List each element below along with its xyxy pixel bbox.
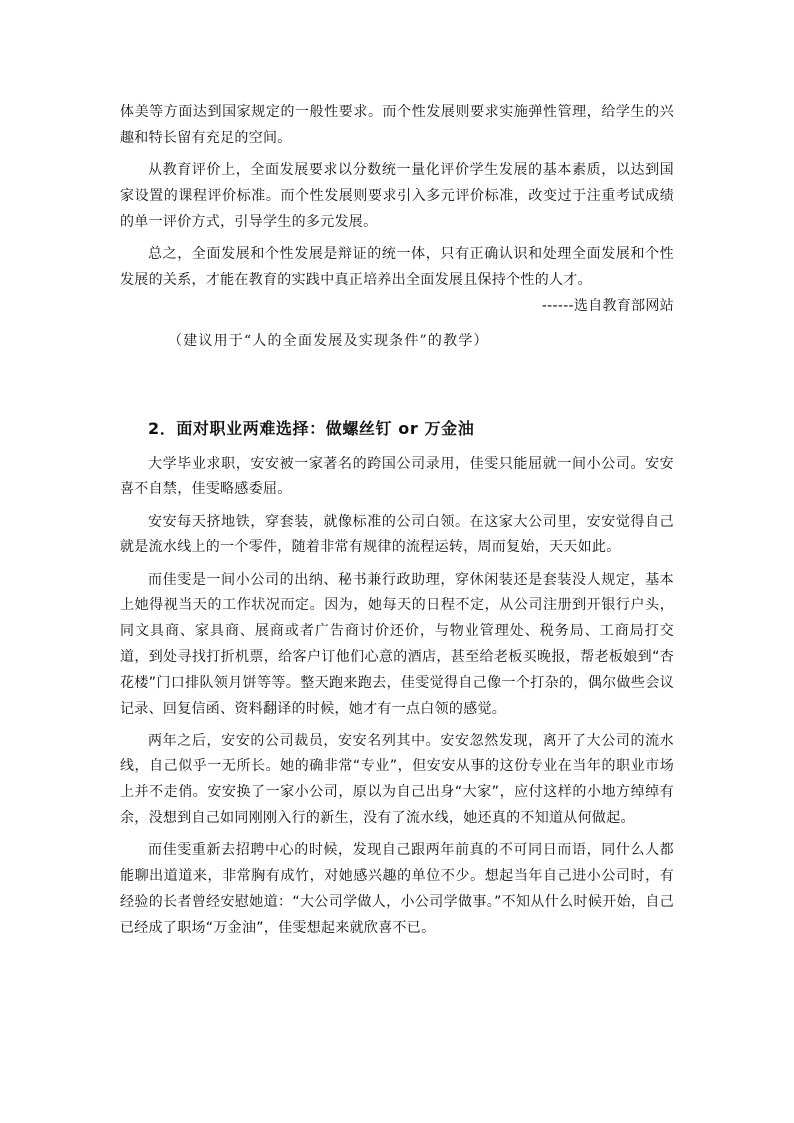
paragraph-continued: 体美等方面达到国家规定的一般性要求。而个性发展则要求实施弹性管理，给学生的兴趣和特长留有充足的空间。 [120, 104, 674, 146]
usage-note: （建议用于“人的全面发展及实现条件”的教学） [168, 332, 489, 349]
document-body [120, 100, 674, 948]
paragraph: 而佳雯是一间小公司的出纳、秘书兼行政助理，穿休闲装还是套装没人规定，基本上她得视当天的工作状况而定。因为，她每天的日程不定，从公司注册到开银行户头，同文具商、家具商、展商或者广告商讨价还价，与物业管理处、税务局、工商局打交道，到处寻找打折机票，给客户订他们心意的酒店，甚至给老板买晚报，帮老板娘到“杏花楼”门口排队领月饼等等。整天跑来跑去，佳雯觉得自己像一个打杂的，偶尔做些会议记录、回复信函、资料翻译的时候，她才有一点白领的感觉。 [120, 571, 674, 717]
paragraph: 而佳雯重新去招聘中心的时候，发现自己跟两年前真的不可同日而语，同什么人都能聊出道道来，非常胸有成竹，对她感兴趣的单位不少。想起当年自己进小公司时，有经验的长者曾经安慰她道：“大公司学做人，小公司学做事。”不知从什么时候开始，自己已经成了职场“万金油”，佳雯想起来就欣喜不已。 [120, 842, 674, 936]
paragraph-conclusion: 总之，全面发展和个性发展是辩证的统一体，只有正确认识和处理全面发展和个性发展的关系，才能在教育的实践中真正培养出全面发展且保持个性的人才。 [120, 245, 674, 288]
paragraph: 安安每天挤地铁，穿套装，就像标准的公司白领。在这家大公司里，安安觉得自己就是流水线上的一个零件，随着非常有规律的流程运转，周而复始，天天如此。 [120, 513, 674, 556]
paragraph-evaluation: 从教育评价上，全面发展要求以分数统一量化评价学生发展的基本素质，以达到国家设置的课程评价标准。而个性发展则要求引入多元评价标准，改变过于注重考试成绩的单一评价方式，引导学生的多元发展。 [120, 161, 674, 230]
source-attribution: ------选自教育部网站 [541, 297, 674, 314]
section-heading: 2．面对职业两难选择：做螺丝钉 or 万金油 [148, 418, 475, 438]
paragraph: 大学毕业求职，安安被一家著名的跨国公司录用，佳雯只能屈就一间小公司。安安喜不自禁，佳雯略感委屈。 [120, 455, 674, 498]
paragraph: 两年之后，安安的公司裁员，安安名列其中。安安忽然发现，离开了大公司的流水线，自己似乎一无所长。她的确非常“专业”，但安安从事的这份专业在当年的职业市场上并不走俏。安安换了一家小公司，原以为自己出身“大家”，应付这样的小地方绰绰有余，没想到自己如同刚刚入行的新生，没有了流水线，她还真的不知道从何做起。 [120, 732, 674, 827]
